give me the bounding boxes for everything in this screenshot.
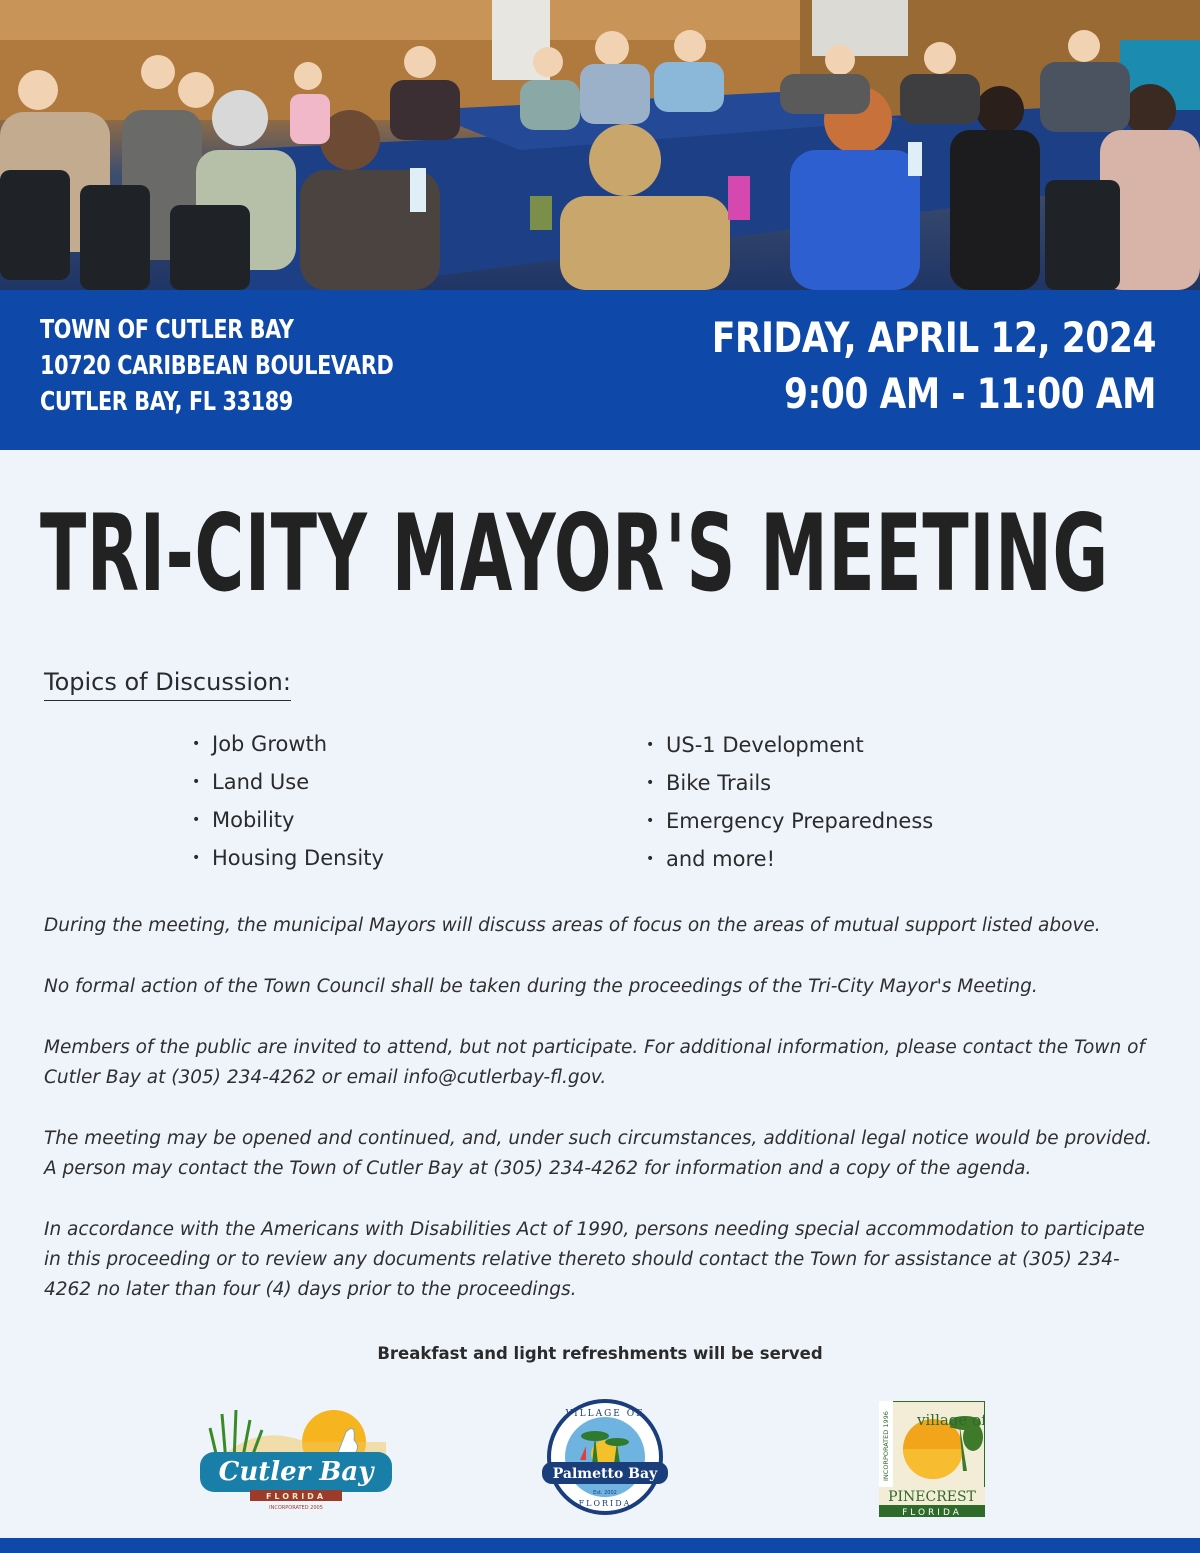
topics-list-left xyxy=(192,725,384,877)
paragraph-continuation-notice: The meeting may be opened and continued, and, under such circumstances, additional legal notice would be provided. A person may contact the Town of Cutler Bay at (305) 234-4262 for information and a copy of the agenda. xyxy=(44,1128,1153,1179)
bullet-icon: • xyxy=(192,736,201,752)
location-line-1: TOWN OF CUTLER BAY xyxy=(40,315,294,345)
pinecrest-logo-graphic xyxy=(879,1401,985,1517)
topics-list-right xyxy=(646,726,933,878)
palmetto-bay-logo-est: Est. 2002 xyxy=(593,1490,617,1496)
list-item xyxy=(192,763,384,801)
palmetto-bay-logo-state: FLORIDA xyxy=(578,1499,632,1508)
meeting-time: 9:00 AM - 11:00 AM xyxy=(783,369,1156,418)
cutler-bay-logo xyxy=(196,1402,396,1512)
list-item xyxy=(646,764,933,802)
pinecrest-logo xyxy=(879,1401,985,1517)
bullet-icon: • xyxy=(646,851,655,867)
bullet-icon: • xyxy=(646,813,655,829)
pinecrest-logo-name: PINECREST xyxy=(888,1489,976,1505)
paragraph-meeting-purpose: During the meeting, the municipal Mayors will discuss areas of focus on the areas of mutual support listed above. xyxy=(44,915,1101,936)
pinecrest-logo-top: village of xyxy=(917,1411,985,1429)
bullet-icon: • xyxy=(192,774,201,790)
list-item xyxy=(646,840,933,878)
pinecrest-logo-state: FLORIDA xyxy=(902,1508,962,1517)
topic-label: US-1 Development xyxy=(666,733,864,757)
cutler-bay-logo-inc: INCORPORATED 2005 xyxy=(269,1505,323,1511)
pinecrest-logo-inc: INCORPORATED 1996 xyxy=(882,1411,890,1481)
bullet-icon: • xyxy=(192,812,201,828)
meeting-photo-illustration xyxy=(0,0,1200,290)
meeting-schedule xyxy=(697,310,1156,422)
paragraph-ada-notice: In accordance with the Americans with Disabilities Act of 1990, persons needing special accommodation to participate in this proceeding or to review any documents relative thereto should contact the Town for assistance at (305) 234-4262 no later than four (4) days prior to the proceedings. xyxy=(44,1219,1145,1300)
list-item xyxy=(646,726,933,764)
paragraph-public-contact: Members of the public are invited to attend, but not participate. For additional information, please contact the Town of Cutler Bay at (305) 234-4262 or email info@cutlerbay-fl.gov. xyxy=(44,1037,1145,1088)
list-item xyxy=(646,802,933,840)
bullet-icon: • xyxy=(646,737,655,753)
footer-bar xyxy=(0,1538,1200,1553)
paragraph-no-formal-action: No formal action of the Town Council shall be taken during the proceedings of the Tri-City Mayor's Meeting. xyxy=(44,976,1038,997)
topic-label: and more! xyxy=(666,847,775,871)
list-item xyxy=(192,801,384,839)
topic-label: Land Use xyxy=(212,770,310,794)
meeting-date: FRIDAY, APRIL 12, 2024 xyxy=(711,313,1156,362)
info-band xyxy=(0,290,1200,450)
location-line-2: 10720 CARIBBEAN BOULEVARD xyxy=(40,351,394,381)
palmetto-bay-logo-top: VILLAGE OF xyxy=(565,1409,645,1419)
bullet-icon: • xyxy=(646,775,655,791)
topic-label: Bike Trails xyxy=(666,771,772,795)
topic-label: Mobility xyxy=(212,808,295,832)
palmetto-bay-logo-name: Palmetto Bay xyxy=(552,1466,658,1482)
location-line-3: CUTLER BAY, FL 33189 xyxy=(40,387,293,417)
location-address xyxy=(40,312,408,420)
cutler-bay-logo-name: Cutler Bay xyxy=(218,1457,374,1487)
page-title: TRI-CITY MAYOR'S MEETING xyxy=(40,492,1109,615)
cutler-bay-logo-graphic xyxy=(196,1402,396,1512)
meeting-photo xyxy=(0,0,1200,290)
topic-label: Emergency Preparedness xyxy=(666,809,934,833)
palmetto-bay-logo xyxy=(540,1398,670,1516)
refreshments-note: Breakfast and light refreshments will be served xyxy=(377,1344,823,1363)
topic-label: Housing Density xyxy=(212,846,384,870)
topic-label: Job Growth xyxy=(212,732,328,756)
cutler-bay-logo-state: FLORIDA xyxy=(265,1492,327,1501)
list-item xyxy=(192,725,384,763)
bullet-icon: • xyxy=(192,850,201,866)
palmetto-bay-logo-graphic xyxy=(540,1398,670,1516)
list-item xyxy=(192,839,384,877)
topics-heading: Topics of Discussion: xyxy=(44,668,291,701)
